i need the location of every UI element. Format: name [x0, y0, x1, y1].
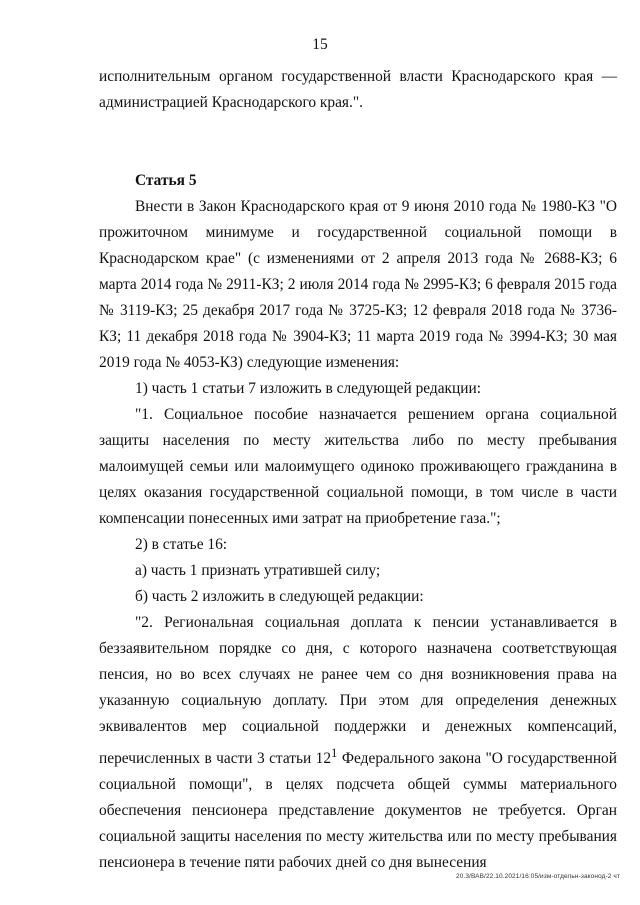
blank-line: [99, 116, 617, 142]
paragraph-item-2: 2) в статье 16:: [135, 536, 228, 553]
page-number: 15: [312, 36, 328, 53]
paragraph-quote-1: "1. Социальное пособие назначается решением органа социальной защиты населения по месту жительства либо по месту пребывания малоимущей семьи или малоимущего одиноко проживающего гражданина в целях оказания государственной социальной помощи, в том числе в части компенсации понесенных ими затрат на приобретение газа.";: [99, 406, 617, 527]
quote-2-text-end: Федерального закона "О государственной социальной помощи", в целях подсчета общей суммы материального обеспечения пенсионера представление документов не требуется. Орган социальной защиты населения по месту жительства или по месту пребывания пенсионера в течение пяти рабочих дней со дня вынесения: [99, 750, 617, 872]
footer-document-code: 20.3/ВАВ/22.10.2021/16:05/изм-отдельн-законод-2 чт: [456, 873, 620, 880]
paragraph-continuation: исполнительным органом государственной власти Краснодарского края — администрацией Краснодарского края.".: [99, 68, 617, 111]
paragraph-quote-2: [99, 610, 617, 876]
quote-2-text-start: "2. Региональная социальная доплата к пенсии устанавливается в беззаявительном порядке со дня, с которого назначена соответствующая пенсия, но во всех случаях не ранее чем со дня возникновения права на указанную социальную доплату. При этом для определения денежных эквивалентов мер социальной поддержки и денежных компенсаций, перечисленных в части 3 статьи 12: [99, 614, 617, 768]
paragraph-item-1: 1) часть 1 статьи 7 изложить в следующей редакции:: [135, 380, 482, 397]
blank-line: [99, 142, 617, 168]
paragraph-item-2b: б) часть 2 изложить в следующей редакции:: [135, 588, 424, 605]
superscript-mark: 1: [331, 746, 338, 760]
paragraph-amendment-intro: Внести в Закон Краснодарского края от 9 июня 2010 года № 1980-КЗ "О прожиточном минимуме и государственной социальной помощи в Краснодарском крае" (с изменениями от 2 апреля 2013 года № 2688-КЗ; 6 марта 2014 года № 2911-КЗ; 2 июля 2014 года № 2995-КЗ; 6 февраля 2015 года № 3119-КЗ; 25 декабря 2017 года № 3725-КЗ; 12 февраля 2018 года № 3736-КЗ; 11 декабря 2018 года № 3904-КЗ; 11 марта 2019 года № 3994-КЗ; 30 мая 2019 года № 4053-КЗ) следующие изменения:: [99, 198, 617, 371]
paragraph-item-2a: а) часть 1 признать утратившей силу;: [135, 562, 381, 579]
article-heading: Статья 5: [135, 172, 197, 189]
document-body: [99, 64, 617, 876]
